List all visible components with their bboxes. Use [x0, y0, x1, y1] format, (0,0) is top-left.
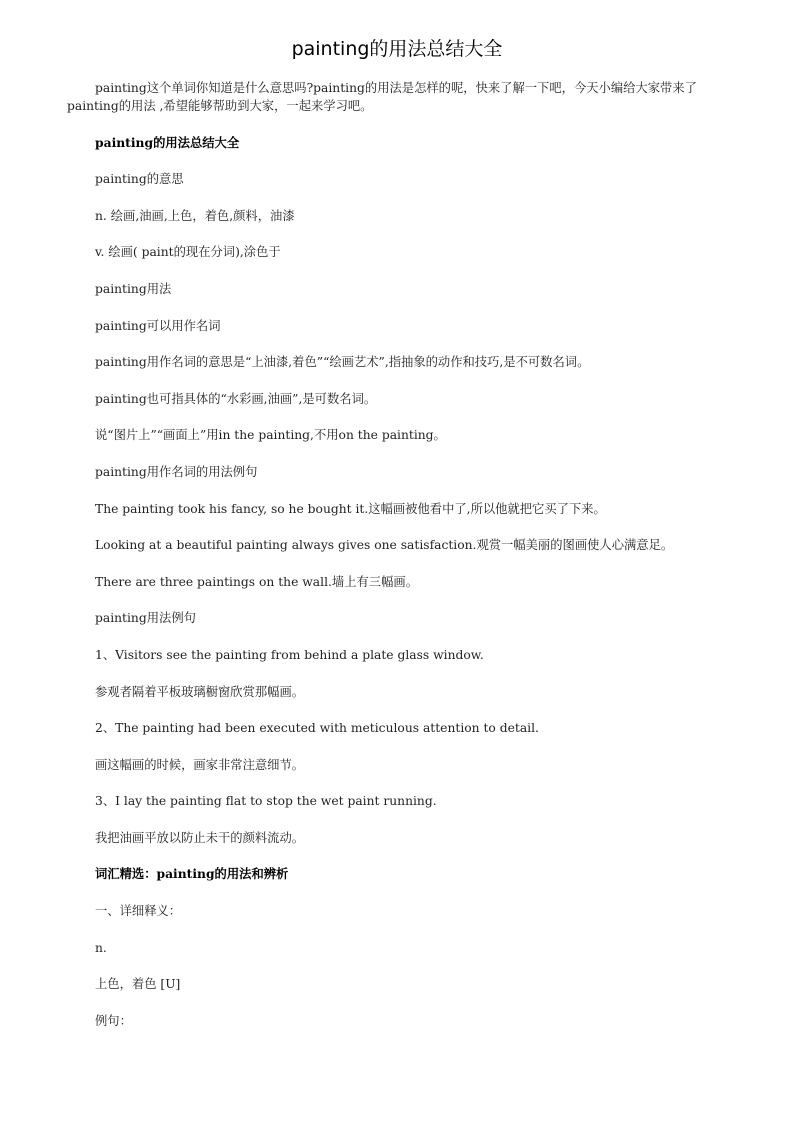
paragraph: 1、Visitors see the painting from behind a plate glass window. [95, 647, 484, 662]
paragraph: n. [95, 940, 107, 955]
paragraph: painting用作名词的用法例句 [95, 464, 258, 479]
paragraph: Looking at a beautiful painting always gives one satisfaction.观赏一幅美丽的图画使人心满意足。 [95, 538, 674, 553]
section-heading: 词汇精选：painting的用法和辨析 [95, 866, 289, 882]
document-body [67, 79, 727, 1048]
paragraph: 例句： [95, 1013, 132, 1028]
paragraph: painting也可指具体的“水彩画,油画”,是可数名词。 [95, 391, 377, 406]
paragraph: 参观者隔着平板玻璃橱窗欣赏那幅画。 [95, 684, 305, 699]
paragraph: painting这个单词你知道是什么意思吗?painting的用法是怎样的呢，快来了解一下吧，今天小编给大家带来了painting的用法 ,希望能够帮助到大家，一起来学习吧。 [67, 81, 697, 113]
paragraph: v. 绘画( paint的现在分词),涂色于 [95, 245, 281, 260]
paragraph: n. 绘画,油画,上色，着色,颜料，油漆 [95, 208, 295, 223]
paragraph: 3、I lay the painting flat to stop the wet paint running. [95, 794, 437, 809]
paragraph: 2、The painting had been executed with meticulous attention to detail. [95, 721, 539, 736]
paragraph: 说“图片上”“画面上”用in the painting,不用on the painting。 [95, 428, 446, 443]
paragraph: painting的意思 [95, 172, 184, 187]
paragraph: painting可以用作名词 [95, 318, 221, 333]
paragraph: painting用法 [95, 281, 172, 296]
paragraph: The painting took his fancy, so he bought it.这幅画被他看中了,所以他就把它买了下来。 [95, 501, 606, 516]
document-title: painting的用法总结大全 [291, 38, 503, 60]
paragraph: 一、详细释义： [95, 904, 182, 919]
paragraph: 画这幅画的时候，画家非常注意细节。 [95, 757, 305, 772]
paragraph: There are three paintings on the wall.墙上有三幅画。 [95, 574, 418, 589]
paragraph: 上色，着色 [U] [95, 977, 181, 992]
paragraph: painting用法例句 [95, 611, 196, 626]
paragraph: painting用作名词的意思是“上油漆,着色”“绘画艺术”,指抽象的动作和技巧,是不可数名词。 [95, 355, 590, 370]
section-heading: painting的用法总结大全 [95, 134, 240, 150]
paragraph: 我把油画平放以防止未干的颜料流动。 [95, 830, 305, 845]
